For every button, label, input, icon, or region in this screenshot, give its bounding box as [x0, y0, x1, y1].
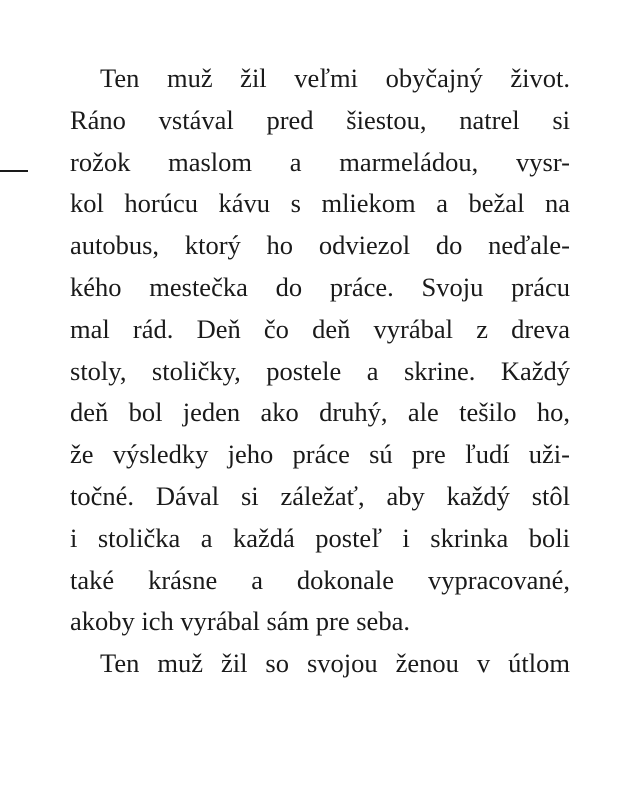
- text-line: Ráno vstával pred šiestou, natrel si: [70, 104, 570, 135]
- paragraph: [70, 58, 570, 643]
- text-line: rožok maslom a marmeládou, vysr-: [70, 146, 570, 177]
- text-line: také krásne a dokonale vypracované,: [70, 564, 570, 595]
- text-line: stoly, stoličky, postele a skrine. Každý: [70, 355, 570, 386]
- margin-line-mark: [0, 170, 28, 172]
- body-text: [70, 58, 570, 685]
- text-line: Ten muž žil so svojou ženou v útlom: [100, 648, 570, 679]
- text-line: kol horúcu kávu s mliekom a bežal na: [70, 188, 570, 219]
- text-line: Ten muž žil veľmi obyčajný život.: [100, 63, 570, 93]
- paragraph: [70, 643, 570, 685]
- text-line: i stolička a každá posteľ i skrinka boli: [70, 522, 570, 553]
- text-line: že výsledky jeho práce sú pre ľudí uži-: [70, 439, 570, 470]
- text-line: autobus, ktorý ho odviezol do neďale-: [70, 230, 570, 261]
- text-line: akoby ich vyrábal sám pre seba.: [70, 606, 410, 637]
- text-line: točné. Dával si záležať, aby každý stôl: [70, 480, 570, 511]
- text-line: mal rád. Deň čo deň vyrábal z dreva: [70, 313, 570, 344]
- text-line: deň bol jeden ako druhý, ale tešilo ho,: [70, 397, 570, 428]
- text-line: kého mestečka do práce. Svoju prácu: [70, 271, 570, 302]
